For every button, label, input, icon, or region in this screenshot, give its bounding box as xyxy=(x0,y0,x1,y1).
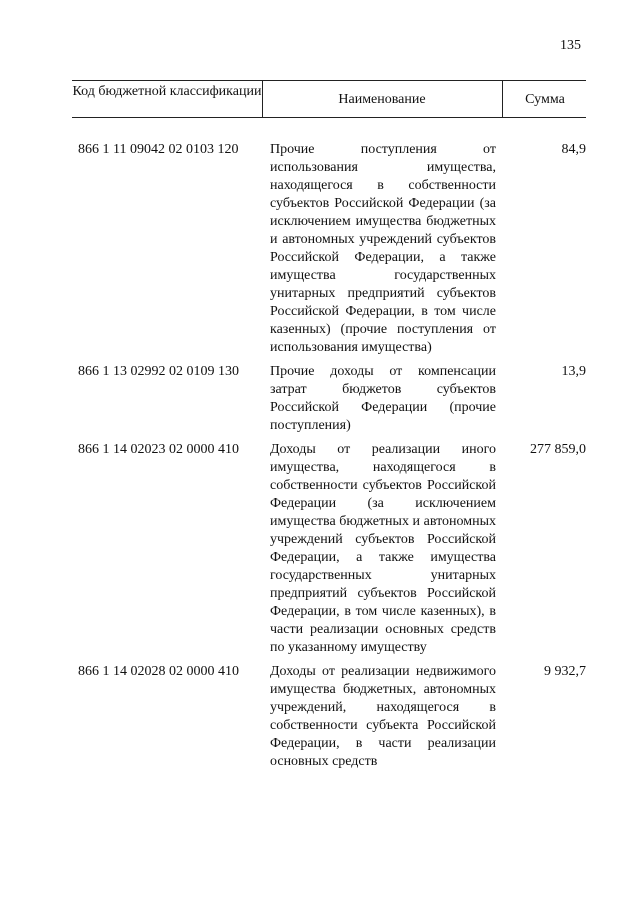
table-header xyxy=(72,80,586,118)
row-sum: 84,9 xyxy=(561,142,586,157)
row-name: Доходы от реализации недвижимого имущества бюджетных, автономных учреждений, находящегося в собственности субъекта Российской Федерации, в части реализации основных средств xyxy=(270,664,496,769)
table-row xyxy=(72,663,586,771)
table-row xyxy=(72,363,586,435)
header-name: Наименование xyxy=(338,92,426,107)
header-code: Код бюджетной классификации xyxy=(72,84,262,99)
table-body xyxy=(72,141,586,771)
row-sum: 9 932,7 xyxy=(544,664,586,679)
page-number: 135 xyxy=(560,38,581,53)
row-name: Прочие доходы от компенсации затрат бюджетов субъектов Российской Федерации (прочие поступления) xyxy=(270,364,496,433)
row-name: Доходы от реализации иного имущества, находящегося в собственности субъектов Российской Федерации (за исключением имущества бюджетных и автономных учреждений субъектов Российской Федерации, а также имущества государственных унитарных предприятий субъектов Российской Федерации, в том числе казенных), в части реализации основных средств по указанному имуществу xyxy=(270,442,496,655)
row-sum: 277 859,0 xyxy=(530,442,586,457)
header-divider xyxy=(502,81,503,117)
row-name: Прочие поступления от использования имущества, находящегося в собственности субъектов Российской Федерации (за исключением имущества бюджетных и автономных учреждений субъектов Российской Федерации, а также имущества государственных унитарных предприятий субъектов Российской Федерации, в том числе казенных) (прочие поступления от использования имущества) xyxy=(270,142,496,355)
row-code: 866 1 14 02023 02 0000 410 xyxy=(78,442,239,457)
row-code: 866 1 13 02992 02 0109 130 xyxy=(78,364,239,379)
table-row xyxy=(72,141,586,357)
table-row xyxy=(72,441,586,657)
row-sum: 13,9 xyxy=(561,364,586,379)
row-code: 866 1 11 09042 02 0103 120 xyxy=(78,142,239,157)
header-divider xyxy=(262,81,263,117)
row-code: 866 1 14 02028 02 0000 410 xyxy=(78,664,239,679)
header-sum: Сумма xyxy=(525,92,565,107)
